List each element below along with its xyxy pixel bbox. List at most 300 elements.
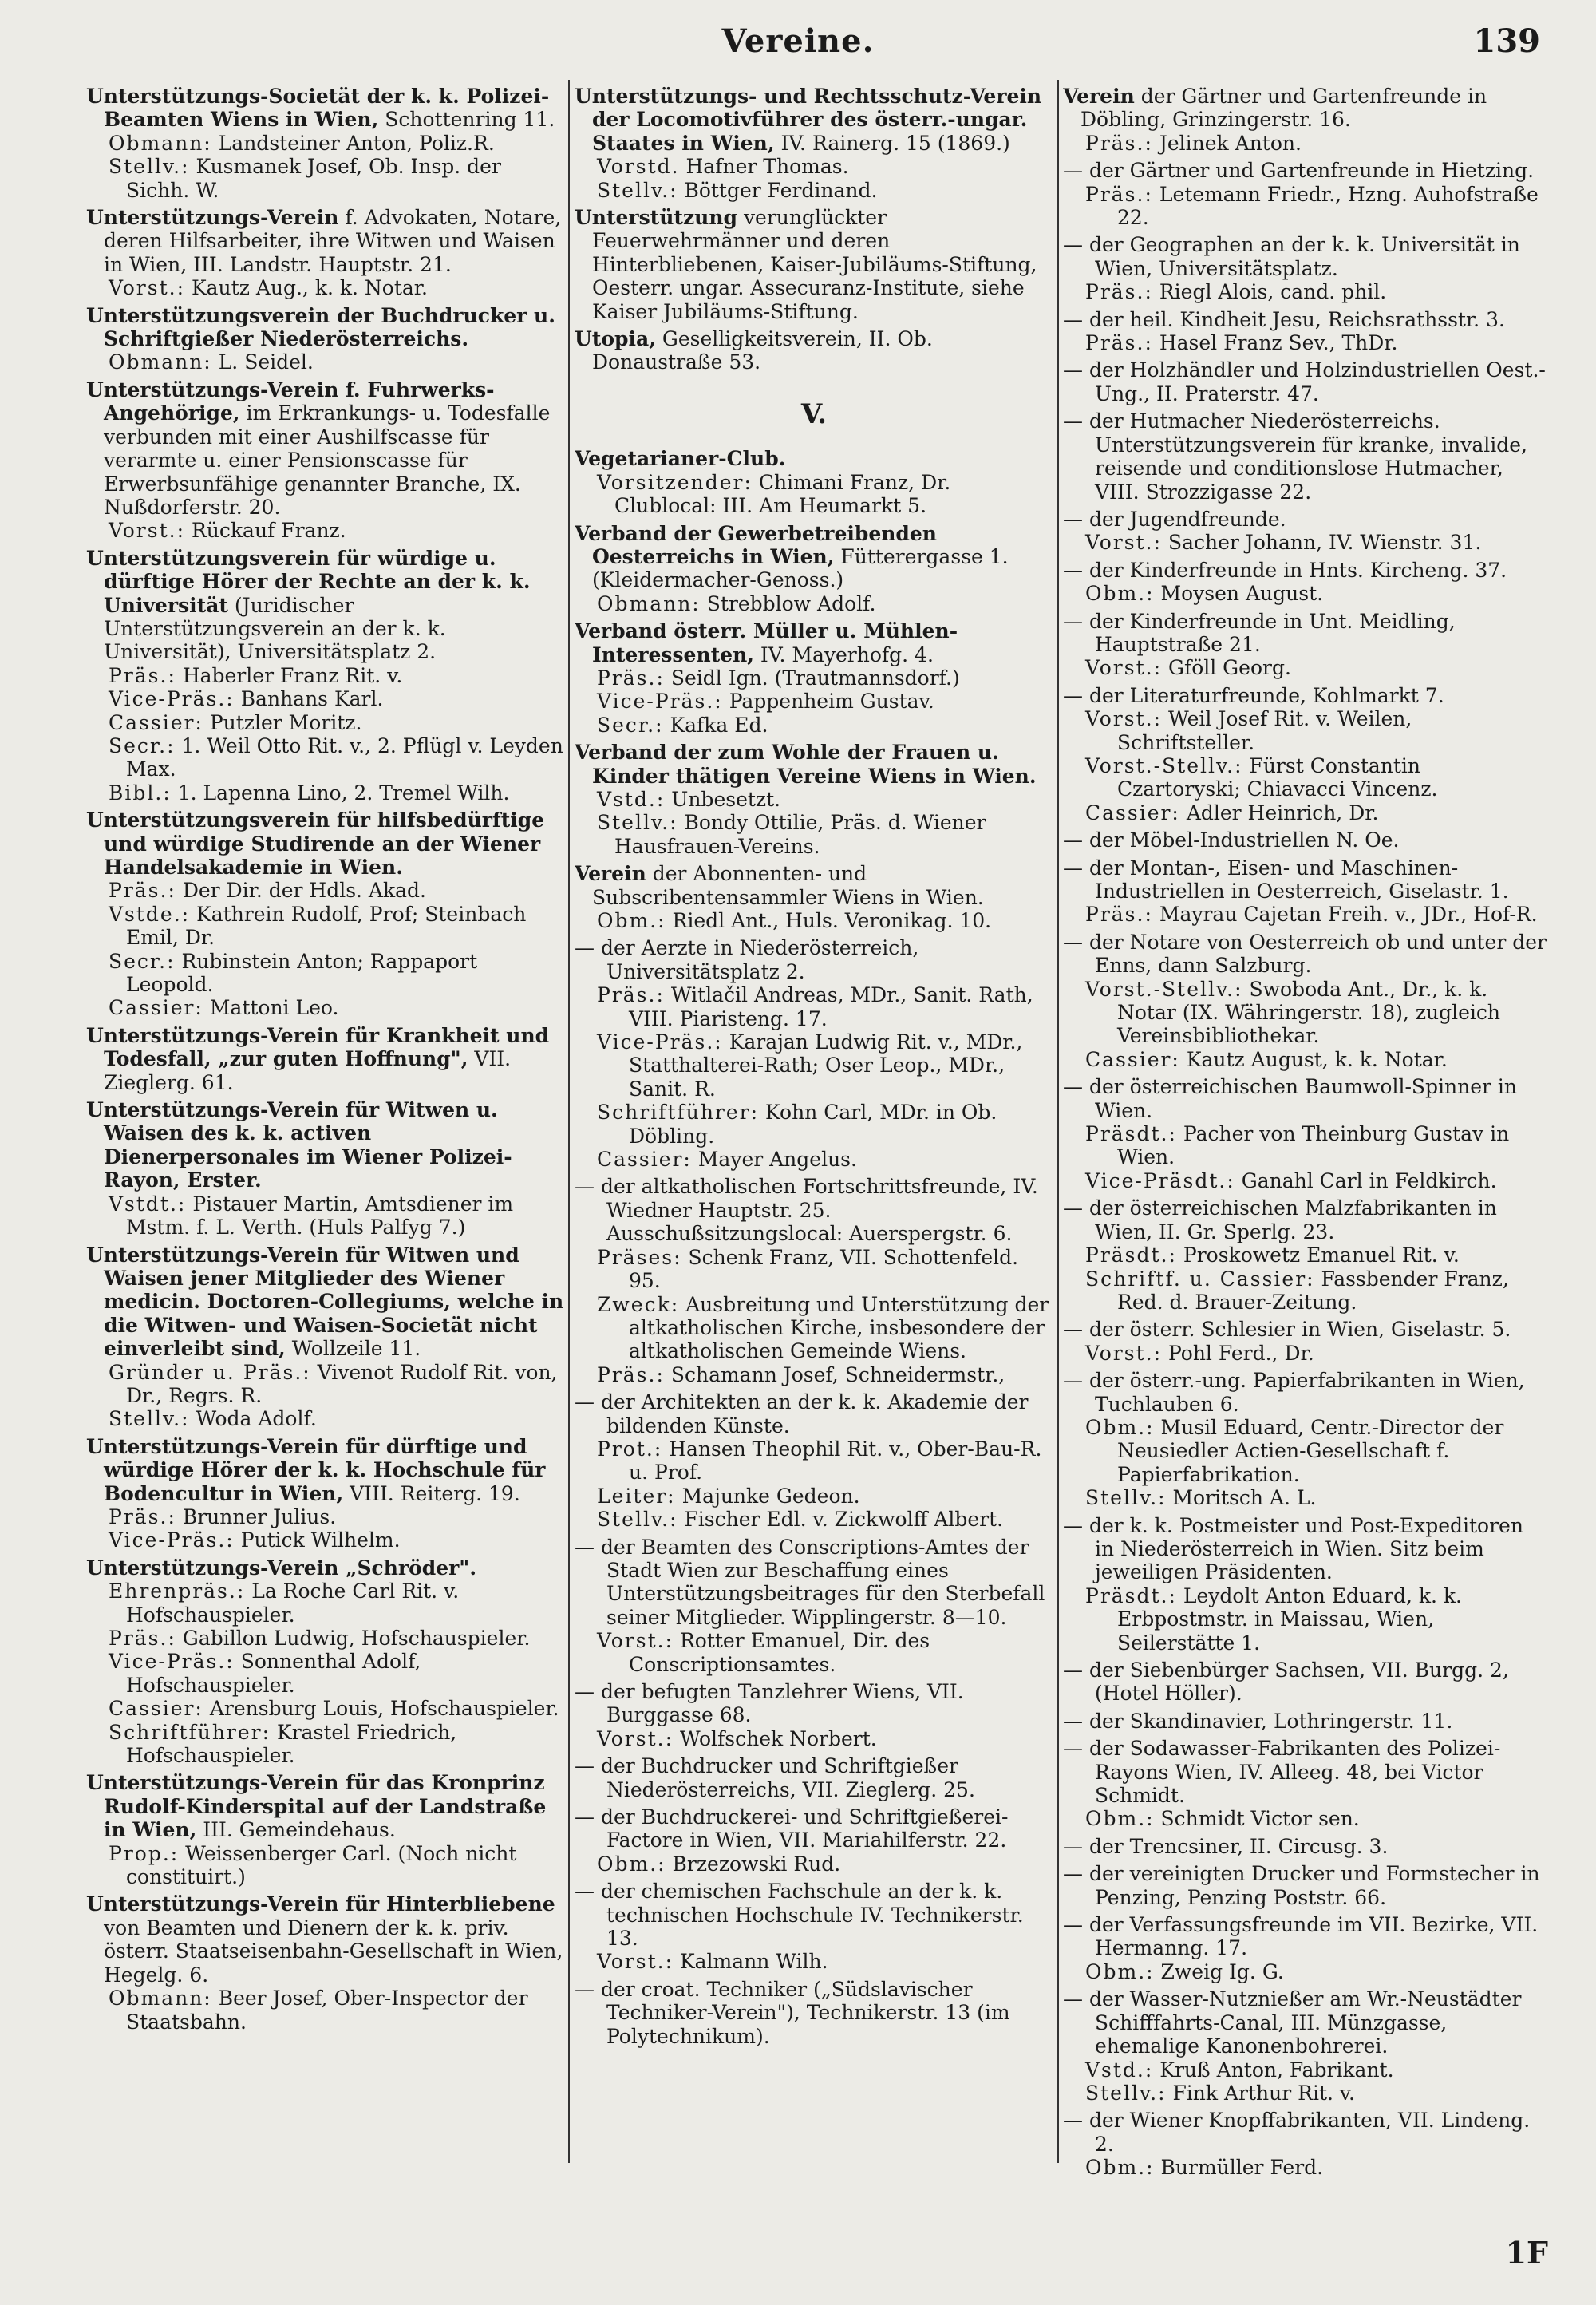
officer-name: Adler Heinrich, Dr.	[1186, 801, 1379, 824]
officer-role: Vice-Präsdt.:	[1085, 1168, 1235, 1192]
entry-text	[86, 85, 565, 132]
officer-name: Banhans Karl.	[240, 687, 384, 711]
entry-text	[86, 303, 565, 351]
officer-line	[104, 950, 565, 997]
officer-line	[1085, 1122, 1548, 1169]
officer-line	[104, 1650, 565, 1697]
entry-subheading: — der Skandinavier, Lothringerstr. 11.	[1063, 1709, 1453, 1733]
officer-role: Cassier:	[109, 1697, 203, 1721]
officer-line	[1085, 1415, 1548, 1486]
officer-role: Stellv.:	[109, 155, 190, 179]
officer-name: Wolfschek Norbert.	[679, 1726, 877, 1750]
officer-name: Schmidt Victor sen.	[1160, 1807, 1360, 1831]
entry-text	[1063, 1075, 1548, 1122]
officer-name: Hafner Thomas.	[685, 155, 849, 179]
directory-entry	[575, 1680, 1053, 1750]
directory-entry	[1063, 1075, 1548, 1192]
entry-subheading: — der Buchdrucker und Schriftgießer Niederösterreichs, VII. Zieglerg. 25.	[575, 1754, 975, 1801]
directory-entry	[1063, 559, 1548, 606]
officer-name: Gabillon Ludwig, Hofschauspieler.	[182, 1627, 531, 1650]
officer-name: Mayrau Cajetan Freih. v., JDr., Hof-R.	[1159, 903, 1538, 927]
officer-name: Landsteiner Anton, Poliz.R.	[218, 131, 495, 155]
directory-entry	[575, 1536, 1053, 1676]
officer-role: Prot.:	[597, 1437, 663, 1461]
officer-role: Präs.:	[1085, 280, 1153, 304]
officer-role: Secr.:	[597, 713, 664, 737]
directory-entry	[1063, 1659, 1548, 1706]
directory-entry	[1063, 684, 1548, 824]
column-3	[1063, 85, 1548, 2240]
officer-name: Woda Adolf.	[196, 1407, 317, 1431]
entry-subheading: — der chemischen Fachschule an der k. k. technischen Hochschule IV. Technikerstr. 13.	[575, 1880, 1024, 1951]
directory-entry	[86, 1556, 565, 1768]
officer-line	[104, 1528, 565, 1552]
officer-line	[592, 690, 1053, 713]
entry-subheading: — der österreichischen Baumwoll-Spinner in Wien.	[1063, 1075, 1518, 1122]
officer-name: Weissenberger Carl. (Noch nicht constituirt.)	[126, 1841, 517, 1889]
entry-text	[86, 1023, 565, 1094]
officer-name: Ganahl Carl in Feldkirch.	[1241, 1168, 1497, 1192]
entry-text	[575, 936, 1053, 983]
entry-text	[86, 1243, 565, 1361]
directory-entry	[86, 1435, 565, 1552]
entry-text	[575, 1535, 1053, 1630]
directory-entry	[86, 206, 565, 300]
officer-name: Unbesetzt.	[671, 787, 781, 811]
officer-role: Vorst.-Stellv.:	[1085, 753, 1243, 777]
officer-name: Arensburg Louis, Hofschauspieler.	[209, 1697, 559, 1721]
officer-role: Vice-Präs.:	[109, 687, 235, 711]
officer-name: Kafka Ed.	[670, 713, 768, 737]
officer-role: Cassier:	[1085, 1047, 1180, 1071]
officer-role: Obm.:	[597, 1852, 666, 1876]
officer-role: Vice-Präs.:	[109, 1650, 235, 1674]
officer-name: Rückauf Franz.	[191, 519, 346, 543]
entry-text	[1063, 1369, 1548, 1416]
directory-entry	[575, 1754, 1053, 1801]
officer-role: Präs.:	[1085, 331, 1153, 355]
directory-entry	[86, 1098, 565, 1239]
officer-role: Stellv.:	[597, 811, 678, 835]
directory-entry	[1063, 1913, 1548, 1983]
directory-entry	[86, 304, 565, 374]
officer-line	[1085, 1486, 1548, 1510]
directory-entry	[575, 936, 1053, 1171]
entry-text	[575, 327, 1053, 374]
officer-role: Obm.:	[597, 909, 666, 932]
entry-text	[86, 1892, 565, 1987]
entry-heading: Unterstützungs-Societät der k. k. Polizei-Beamten Wiens in Wien,	[86, 85, 550, 132]
entry-subheading: — der Literaturfreunde, Kohlmarkt 7.	[1063, 683, 1444, 707]
entry-address: III. Gemeindehaus.	[203, 1818, 396, 1842]
officer-name: Letemann Friedr., Hzng. Auhofstraße 22.	[1117, 182, 1539, 230]
entry-subheading: — der befugten Tanzlehrer Wiens, VII. Burggasse 68.	[575, 1680, 964, 1727]
officer-role: Präs.:	[109, 663, 176, 687]
entry-heading: Unterstützungs-Verein für Hinterbliebene	[86, 1892, 555, 1916]
entry-subheading: — der Architekten an der k. k. Akademie der bildenden Künste.	[575, 1390, 1029, 1437]
officer-role: Stellv.:	[109, 1407, 190, 1431]
officer-role: Prop.:	[109, 1841, 180, 1865]
officer-name: 1. Lapenna Lino, 2. Tremel Wilh.	[177, 781, 510, 805]
officer-line	[104, 1192, 565, 1239]
officer-name: Böttger Ferdinand.	[684, 178, 878, 202]
entry-address: (Juridischer Unterstützungsverein an der k. k. Universität), Universitätsplatz 2.	[104, 593, 446, 664]
officer-role: Vorst.:	[597, 1950, 674, 1974]
officer-name: Leydolt Anton Eduard, k. k. Erbpostmstr. in Maissau, Wien, Seilerstätte 1.	[1117, 1583, 1462, 1655]
entry-text	[1063, 409, 1548, 504]
officer-name: Ausbreitung und Unterstützung der altkatholischen Kirche, insbesondere der altkatholischen Gemeinde Wiens.	[629, 1292, 1049, 1363]
officer-name: Kalmann Wilh.	[679, 1950, 828, 1974]
officer-line	[104, 350, 565, 374]
officer-line	[104, 1407, 565, 1430]
officer-name: Karajan Ludwig Rit. v., MDr., Statthalterei-Rath; Oser Leop., MDr., Sanit. R.	[629, 1030, 1023, 1101]
entry-address: IV. Rainerg. 15 (1869.)	[780, 131, 1010, 155]
officer-role: Vorst.:	[1085, 707, 1163, 731]
officer-name: Chimani Franz, Dr. Clublocal: III. Am Heumarkt 5.	[614, 470, 951, 518]
entry-heading: Unterstützungs- und Rechtsschutz-Verein der Locomotivführer des österr.-ungar. Staates in Wien,	[575, 85, 1042, 155]
directory-entry	[1063, 1710, 1548, 1733]
entry-text	[1063, 1709, 1548, 1733]
officer-line	[1085, 2081, 1548, 2105]
officer-line	[592, 909, 1053, 932]
entry-address: der Gärtner und Gartenfreunde in Döbling, Grinzingerstr. 16.	[1080, 85, 1487, 132]
officer-name: Vivenot Rudolf Rit. von, Dr., Regrs. R.	[126, 1360, 558, 1407]
officer-name: Jelinek Anton.	[1159, 131, 1302, 155]
entry-subheading: — der k. k. Postmeister und Post-Expeditoren in Niederösterreich in Wien. Sitz beim jeweiligen Präsidenten.	[1063, 1513, 1523, 1584]
entry-subheading: — der Hutmacher Niederösterreichs. Unterstützungsverein für kranke, invalide, reisende und conditionslose Hutmacher, VIII. Strozzigasse 22.	[1063, 409, 1527, 504]
entry-heading: Unterstützungs-Verein für dürftige und würdige Hörer der k. k. Hochschule für Bodencultur in Wien,	[86, 1434, 546, 1505]
entry-text	[1063, 85, 1548, 132]
officer-line	[104, 276, 565, 299]
directory-entry	[575, 206, 1053, 323]
officer-role: Obmann:	[597, 591, 701, 615]
officer-line	[104, 1579, 565, 1627]
officer-line	[1085, 1341, 1548, 1365]
officer-line	[1085, 1168, 1548, 1192]
entry-text	[575, 206, 1053, 323]
entry-subheading: — der Buchdruckerei- und Schriftgießerei-Factore in Wien, VII. Mariahilferstr. 22.	[575, 1805, 1009, 1852]
officer-line	[104, 996, 565, 1019]
officer-role: Vorst.:	[109, 519, 186, 543]
officer-line	[104, 687, 565, 710]
officer-name: Kathrein Rudolf, Prof; Steinbach Emil, Dr.	[126, 902, 527, 950]
officer-name: Kruß Anton, Fabrikant.	[1159, 2058, 1394, 2082]
directory-entry	[575, 862, 1053, 932]
directory-entry	[575, 327, 1053, 374]
entry-subheading: — der Geographen an der k. k. Universität in Wien, Universitätsplatz.	[1063, 233, 1520, 280]
officer-line	[104, 734, 565, 781]
directory-entry	[1063, 1514, 1548, 1655]
entry-subheading: — der österr.-ung. Papierfabrikanten in Wien, Tuchlauben 6.	[1063, 1369, 1525, 1416]
officer-line	[1085, 2058, 1548, 2082]
officer-role: Cassier:	[1085, 801, 1180, 824]
officer-line	[104, 1697, 565, 1720]
entry-text	[575, 1175, 1053, 1246]
entry-address: VII. Zieglerg. 61.	[104, 1047, 512, 1094]
officer-name: Fürst Constantin Czartoryski; Chiavacci Vincenz.	[1117, 753, 1438, 801]
entry-text	[1063, 1987, 1548, 2058]
officer-line	[1085, 1243, 1548, 1267]
directory-entry	[1063, 1987, 1548, 2105]
officer-name: Zweig Ig. G.	[1160, 1959, 1284, 1983]
directory-entry	[1063, 1196, 1548, 1314]
entry-subheading: — der Notare von Oesterreich ob und unter der Enns, dann Salzburg.	[1063, 930, 1547, 978]
entry-text	[1063, 828, 1548, 852]
entry-heading: Unterstützungs-Verein	[86, 206, 339, 230]
officer-role: Vstdt.:	[109, 1192, 187, 1216]
directory-entry	[1063, 308, 1548, 355]
officer-role: Präs.:	[597, 666, 665, 690]
entry-heading: Verein	[575, 862, 646, 886]
directory-entry	[1063, 1862, 1548, 1909]
officer-name: Mayer Angelus.	[697, 1148, 857, 1172]
officer-name: Schenk Franz, VII. Schottenfeld. 95.	[629, 1245, 1019, 1293]
officer-line	[1085, 753, 1548, 801]
officer-line	[104, 1842, 565, 1889]
officer-name: Sacher Johann, IV. Wienstr. 31.	[1167, 531, 1482, 555]
officer-line	[1085, 1583, 1548, 1655]
officer-line	[597, 1437, 1053, 1485]
entry-text	[1063, 930, 1548, 978]
directory-entry	[1063, 2109, 1548, 2179]
officer-line	[597, 1101, 1053, 1148]
officer-name: Putick Wilhelm.	[240, 1528, 401, 1552]
entry-subheading: — der Sodawasser-Fabrikanten des Polizei-Rayons Wien, IV. Alleeg. 48, bei Victor Schmidt.	[1063, 1737, 1501, 1808]
officer-name: Haberler Franz Rit. v.	[182, 663, 403, 687]
entry-heading: Unterstützungs-Verein „Schröder".	[86, 1556, 477, 1579]
entry-heading: Unterstützungsverein für hilfsbedürftige und würdige Studirende an der Wiener Handelsakademie in Wien.	[86, 809, 545, 879]
entry-subheading: — der vereinigten Drucker und Formstecher in Penzing, Penzing Poststr. 66.	[1063, 1862, 1540, 1909]
officer-role: Obm.:	[1085, 1807, 1155, 1831]
officer-role: Obm.:	[1085, 1959, 1155, 1983]
directory-entry	[1063, 828, 1548, 852]
entry-heading: Unterstützungs-Verein für Witwen und Waisen jener Mitglieder des Wiener medicin. Doctoren-Collegiums, welche in die Witwen- und Waisen-Societät nicht einverleibt sind,	[86, 1243, 564, 1361]
officer-name: Swoboda Ant., Dr., k. k. Notar (IX. Währingerstr. 18), zugleich Vereinsbibliothekar.	[1117, 977, 1501, 1048]
officer-name: Proskowetz Emanuel Rit. v.	[1183, 1243, 1460, 1267]
officer-line	[597, 1245, 1053, 1293]
officer-role: Schriftführer:	[109, 1720, 271, 1744]
directory-entry	[575, 1390, 1053, 1531]
officer-line	[597, 1362, 1053, 1386]
entry-address: IV. Mayerhofg. 4.	[760, 642, 934, 666]
officer-line	[597, 1484, 1053, 1508]
directory-entry	[1063, 85, 1548, 155]
officer-role: Präses:	[597, 1245, 682, 1269]
officer-line	[104, 903, 565, 950]
page-header	[0, 18, 1596, 73]
directory-entry	[1063, 610, 1548, 680]
entry-heading: Unterstützungs-Verein für Witwen u. Waisen des k. k. activen Dienerpersonales im Wiener Polizei-Rayon, Erster.	[86, 1098, 512, 1192]
officer-role: Vice-Präs.:	[597, 690, 723, 714]
officer-role: Präs.:	[109, 879, 176, 903]
column-1	[86, 85, 565, 2240]
officer-role: Secr.:	[109, 949, 176, 973]
officer-role: Vorst.-Stellv.:	[1085, 977, 1243, 1001]
officer-line	[1085, 331, 1548, 355]
entry-subheading: — der Holzhändler und Holzindustriellen Oest.-Ung., II. Praterstr. 47.	[1063, 358, 1546, 405]
page-title: Vereine.	[721, 22, 875, 60]
entry-heading: Unterstützung	[575, 206, 737, 230]
entry-subheading: — der österreichischen Malzfabrikanten in Wien, II. Gr. Sperlg. 23.	[1063, 1196, 1497, 1243]
officer-name: Kautz August, k. k. Notar.	[1186, 1047, 1448, 1071]
officer-name: Riedl Ant., Huls. Veronikag. 10.	[672, 909, 992, 932]
entry-text	[1063, 1913, 1548, 1960]
entry-subheading: — der Kinderfreunde in Hnts. Kircheng. 37.	[1063, 558, 1507, 582]
officer-role: Obmann:	[109, 1987, 212, 2010]
entry-text	[575, 447, 1053, 471]
officer-line	[104, 519, 565, 542]
officer-role: Präs.:	[1085, 131, 1153, 155]
entry-text	[1063, 358, 1548, 405]
entry-subheading: — der croat. Techniker („Südslavischer Techniker-Verein"), Technikerstr. 13 (im Polytechnikum).	[575, 1977, 1010, 2048]
officer-name: Krastel Friedrich, Hofschauspieler.	[126, 1720, 457, 1768]
entry-text	[1063, 609, 1548, 657]
officer-role: Präs.:	[1085, 903, 1153, 927]
entry-text	[1063, 558, 1548, 582]
officer-role: Schriftführer:	[597, 1101, 760, 1125]
officer-role: Leiter:	[597, 1484, 676, 1508]
officer-line	[592, 811, 1053, 858]
officer-role: Cassier:	[109, 996, 203, 1020]
entry-subheading: — der heil. Kindheit Jesu, Reichsrathsstr. 3.	[1063, 307, 1505, 331]
entry-text	[1063, 1737, 1548, 1808]
entry-text	[1063, 233, 1548, 280]
officer-name: Putzler Moritz.	[209, 710, 362, 734]
column-divider	[1057, 80, 1059, 2163]
entry-text	[1063, 1862, 1548, 1909]
entry-text	[575, 1390, 1053, 1437]
entry-address: im Erkrankungs- u. Todesfalle verbunden mit einer Aushilfscasse für verarmte u. einer Pensionscasse für Erwerbsunfähige genannter Branche, IX. Nußdorferstr. 20.	[104, 401, 551, 519]
directory-entry	[86, 809, 565, 1020]
officer-name: Bondy Ottilie, Präs. d. Wiener Hausfrauen-Vereins.	[614, 811, 986, 858]
directory-entry	[575, 1880, 1053, 1974]
officer-line	[597, 1950, 1053, 1974]
officer-name: Weil Josef Rit. v. Weilen, Schriftsteller.	[1117, 707, 1412, 754]
officer-role: Vorsitzender:	[597, 470, 753, 494]
entry-heading: Vegetarianer-Club.	[575, 447, 786, 471]
officer-role: Gründer u. Präs.:	[109, 1360, 311, 1384]
directory-entry	[1063, 358, 1548, 405]
entry-text	[1063, 507, 1548, 531]
directory-entry	[86, 1024, 565, 1094]
officer-role: Stellv.:	[1085, 1486, 1167, 1510]
officer-line	[597, 1030, 1053, 1101]
entry-address: Geselligkeitsverein, II. Ob. Donaustraße 53.	[592, 327, 933, 374]
entry-address: Fütterergasse 1. (Kleidermacher-Genoss.)	[592, 544, 1009, 592]
entry-subheading: — der Verfassungsfreunde im VII. Bezirke, VII. Hermanng. 17.	[1063, 1913, 1539, 1960]
entry-text	[1063, 1318, 1548, 1342]
entry-text	[575, 1805, 1053, 1852]
officer-role: Obmann:	[109, 350, 212, 374]
entry-address: der Abonnenten- und Subscribentensammler Wiens in Wien.	[592, 862, 984, 909]
officer-role: Präs.:	[109, 1627, 176, 1650]
entry-text	[575, 619, 1053, 666]
officer-line	[1085, 903, 1548, 927]
entry-subheading: — der Kinderfreunde in Unt. Meidling, Hauptstraße 21.	[1063, 609, 1456, 656]
officer-name: Majunke Gedeon.	[681, 1484, 860, 1508]
officer-role: Obm.:	[1085, 582, 1155, 606]
officer-line	[592, 666, 1053, 690]
directory-entry	[1063, 233, 1548, 303]
officer-name: Beer Josef, Ober-Inspector der Staatsbahn.	[126, 1987, 528, 2034]
officer-line	[597, 1292, 1053, 1363]
officer-line	[592, 714, 1053, 737]
officer-role: Ehrenpräs.:	[109, 1579, 246, 1603]
entry-text	[1063, 159, 1548, 183]
officer-name: Mattoni Leo.	[209, 996, 339, 1020]
officer-line	[104, 1361, 565, 1408]
officer-line	[1085, 280, 1548, 304]
officer-line	[104, 1721, 565, 1768]
officer-line	[104, 155, 565, 202]
directory-entry	[575, 1978, 1053, 2048]
entry-heading: Verein	[1063, 85, 1135, 108]
directory-entry	[1063, 1369, 1548, 1509]
directory-entry	[86, 1771, 565, 1888]
directory-entry	[1063, 1318, 1548, 1365]
officer-role: Zweck:	[597, 1292, 680, 1316]
officer-line	[1085, 182, 1548, 230]
officer-line	[592, 471, 1053, 518]
officer-line	[597, 1726, 1053, 1750]
entry-text	[1063, 307, 1548, 331]
directory-entry	[1063, 1737, 1548, 1831]
officer-name: Kusmanek Josef, Ob. Insp. der Sichh. W.	[126, 155, 501, 202]
entry-text	[1063, 2109, 1548, 2156]
officer-name: Schamann Josef, Schneidermstr.,	[670, 1362, 1005, 1386]
entry-subheading: — der altkatholischen Fortschrittsfreunde, IV. Wiedner Hauptstr. 25. Ausschußsitzungslocal: Auerspergstr. 6.	[575, 1175, 1038, 1246]
officer-role: Vorst.:	[1085, 531, 1163, 555]
officer-role: Vstd.:	[597, 787, 666, 811]
officer-name: Strebblow Adolf.	[706, 591, 876, 615]
officer-line	[592, 788, 1053, 811]
entry-heading: Unterstützungsverein der Buchdrucker u. Schriftgießer Niederösterreichs.	[86, 303, 555, 351]
directory-entry	[575, 1805, 1053, 1876]
entry-text	[1063, 1196, 1548, 1243]
directory-entry	[86, 1892, 565, 2033]
entry-heading: Unterstützungsverein für würdige u. dürftige Hörer der Rechte an der k. k. Universität	[86, 546, 531, 617]
officer-role: Präs.:	[109, 1504, 176, 1528]
officer-role: Schriftf. u. Cassier:	[1085, 1267, 1315, 1291]
officer-name: Pohl Ferd., Dr.	[1167, 1341, 1314, 1365]
entry-heading: Verband der Gewerbetreibenden Oesterreichs in Wien,	[575, 521, 937, 568]
officer-name: Pistauer Martin, Amtsdiener im Mstm. f. L. Verth. (Huls Palfyg 7.)	[126, 1192, 514, 1239]
officer-line	[1085, 2156, 1548, 2180]
entry-text	[575, 1754, 1053, 1801]
entry-address: von Beamten und Dienern der k. k. priv. österr. Staatseisenbahn-Gesellschaft in Wien, Hegelg. 6.	[104, 1916, 563, 1987]
officer-role: Präs.:	[1085, 182, 1153, 206]
officer-name: Pappenheim Gustav.	[729, 690, 934, 714]
section-letter: V.	[800, 397, 828, 430]
officer-role: Präs.:	[597, 983, 665, 1007]
directory-entry	[575, 619, 1053, 737]
entry-heading: Verband der zum Wohle der Frauen u. Kinder thätigen Vereine Wiens in Wien.	[575, 741, 1037, 788]
officer-name: Seidl Ign. (Trautmannsdorf.)	[670, 666, 960, 690]
entry-subheading: — der Beamten des Conscriptions-Amtes der Stadt Wien zur Beschaffung eines Unterstützungsbeitrages für den Sterbefall seiner Mitglieder. Wipplingerstr. 8—10.	[575, 1535, 1045, 1629]
entry-subheading: — der Wiener Knopffabrikanten, VII. Lindeng. 2.	[1063, 2109, 1531, 2156]
officer-name: Fischer Edl. v. Zickwolff Albert.	[684, 1508, 1004, 1532]
entry-text	[575, 521, 1053, 592]
officer-role: Stellv.:	[597, 178, 678, 202]
entry-text	[86, 1771, 565, 1842]
entry-subheading: — der österr. Schlesier in Wien, Giselastr. 5.	[1063, 1318, 1511, 1342]
officer-role: Obmann:	[109, 131, 212, 155]
officer-name: Burmüller Ferd.	[1160, 2156, 1324, 2180]
entry-text	[575, 862, 1053, 909]
officer-role: Bibl.:	[109, 781, 172, 805]
officer-name: Brunner Julius.	[182, 1504, 337, 1528]
entry-text	[86, 378, 565, 519]
